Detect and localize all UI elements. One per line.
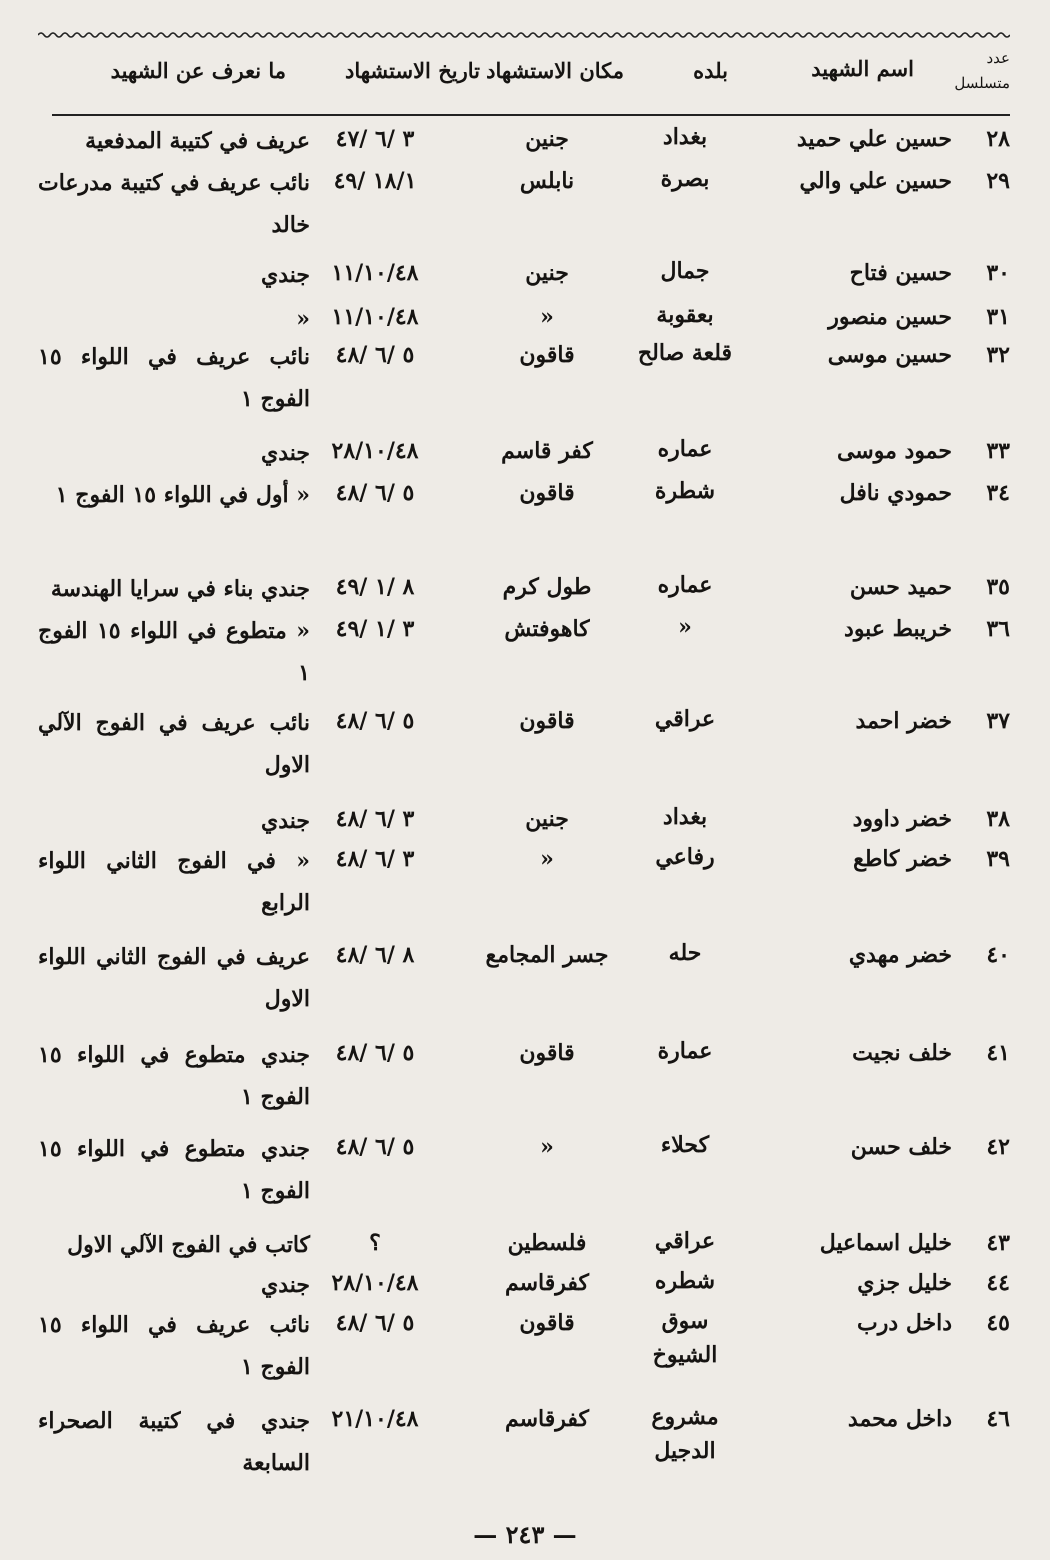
martyrdom-date: ٨ /٦ /٤٨ [335, 942, 415, 968]
martyr-notes: جندي [260, 440, 310, 466]
row-number: ٣٩ [986, 846, 1010, 872]
martyr-name: حميد حسن [849, 574, 952, 600]
hometown: عماره [657, 572, 713, 598]
header-name: اسم الشهيد [811, 56, 914, 81]
row-number: ٤٥ [986, 1310, 1010, 1336]
row-number: ٤٢ [986, 1134, 1010, 1160]
martyr-name: حسين منصور [828, 304, 952, 330]
header-place: مكان الاستشهاد [486, 58, 624, 83]
martyrdom-place: جنين [525, 260, 569, 286]
header-serial [954, 50, 1010, 92]
martyr-name: حسين علي حميد [796, 126, 952, 152]
hometown: عماره [657, 436, 713, 462]
martyrdom-date: ٥ /٦ /٤٨ [335, 1310, 415, 1336]
row-number: ٣٦ [986, 616, 1010, 642]
martyrdom-place: « [540, 1134, 554, 1160]
martyrdom-place: فلسطين [507, 1230, 587, 1256]
martyrdom-place: قاقون [519, 708, 575, 734]
hometown: عراقي [654, 1228, 716, 1254]
hometown: جمال [660, 258, 710, 284]
martyr-notes: جندي [260, 1272, 310, 1298]
martyrdom-place: كفرقاسم [504, 1270, 590, 1296]
martyr-notes: جندي متطوع في اللواء ١٥ الفوج ١ [38, 1042, 310, 1110]
martyr-notes: جندي [260, 262, 310, 288]
martyrdom-date: ٣ /٦ /٤٧ [335, 126, 415, 152]
martyrdom-place: قاقون [519, 342, 575, 368]
header-date: تاريخ الاستشهاد [344, 58, 480, 83]
martyr-notes: جندي [260, 808, 310, 834]
martyrdom-place: قاقون [519, 1040, 575, 1066]
row-number: ٣٤ [986, 480, 1010, 506]
header-serial-line1: عدد [986, 49, 1010, 67]
martyr-name: حسين موسى [827, 342, 952, 368]
martyrdom-date: ٥ /٦ /٤٨ [335, 1040, 415, 1066]
row-number: ٢٩ [986, 168, 1010, 194]
hometown: « [678, 614, 692, 640]
martyrdom-place: كفرقاسم [504, 1406, 590, 1432]
martyrdom-place: كاهوفتش [504, 616, 590, 642]
martyr-name: خريبط عبود [844, 616, 952, 642]
hometown: شطره [654, 1268, 716, 1294]
martyrdom-date: ٥ /٦ /٤٨ [335, 480, 415, 506]
martyrdom-date: ٢٨/١٠/٤٨ [331, 1270, 419, 1296]
martyr-name: حمود موسى [836, 438, 952, 464]
martyr-notes: « متطوع في اللواء ١٥ الفوج ١ [38, 618, 310, 686]
hometown: عراقي [654, 706, 716, 732]
row-number: ٣٥ [986, 574, 1010, 600]
hometown: سوق الشيوخ [652, 1308, 718, 1368]
martyr-name: خليل جزي [857, 1270, 952, 1296]
row-number: ٣٢ [986, 342, 1010, 368]
martyr-name: حمودي نافل [839, 480, 952, 506]
martyrdom-date: ١٨/١ /٤٩ [333, 168, 417, 194]
martyrdom-place: « [540, 304, 554, 330]
martyrdom-date: ٢١/١٠/٤٨ [331, 1406, 419, 1432]
martyrdom-place: نابلس [519, 168, 575, 194]
hometown: بعقوبة [656, 302, 714, 328]
martyrdom-date: ٥ /٦ /٤٨ [335, 1134, 415, 1160]
row-number: ٤٤ [986, 1270, 1010, 1296]
hometown: حله [668, 940, 702, 966]
martyrdom-place: كفر قاسم [501, 438, 593, 464]
hometown: بغداد [662, 124, 708, 150]
hometown: قلعة صالح [637, 340, 733, 366]
martyr-notes: نائب عريف في اللواء ١٥ الفوج ١ [38, 1312, 310, 1380]
hometown: رفاعي [655, 844, 715, 870]
martyr-name: خضر احمد [855, 708, 952, 734]
martyr-notes: جندي متطوع في اللواء ١٥ الفوج ١ [38, 1136, 310, 1204]
martyrdom-date: ٣ /١ /٤٩ [335, 616, 415, 642]
martyr-name: خلف نجيت [852, 1040, 952, 1066]
martyrdom-date: ١١/١٠/٤٨ [331, 304, 419, 330]
wavy-top-rule [38, 30, 1010, 40]
hometown: بصرة [660, 166, 710, 192]
martyrdom-date: ؟ [369, 1230, 381, 1256]
martyrdom-place: طول كرم [502, 574, 592, 600]
martyr-notes: نائب عريف في الفوج الآلي الاول [38, 710, 310, 778]
hometown: كحلاء [660, 1132, 710, 1158]
martyr-notes: « [296, 306, 310, 332]
martyrdom-place: جنين [525, 806, 569, 832]
hometown: شطرة [654, 478, 716, 504]
header-rule [52, 114, 1010, 116]
martyrdom-place: جسر المجامع [485, 942, 609, 968]
row-number: ٤٦ [986, 1406, 1010, 1432]
martyr-name: داخل درب [857, 1310, 952, 1336]
martyr-name: خليل اسماعيل [819, 1230, 952, 1256]
martyrdom-place: « [540, 846, 554, 872]
martyr-notes: نائب عريف في كتيبة مدرعات خالد [38, 170, 310, 238]
row-number: ٣٨ [986, 806, 1010, 832]
header-serial-line2: متسلسل [954, 74, 1010, 92]
martyrdom-date: ٥ /٦ /٤٨ [335, 342, 415, 368]
martyrdom-place: جنين [525, 126, 569, 152]
hometown: بغداد [662, 804, 708, 830]
table-header [38, 46, 1010, 110]
martyr-name: خضر كاطع [853, 846, 952, 872]
row-number: ٣٣ [986, 438, 1010, 464]
martyr-notes: جندي بناء في سرايا الهندسة [50, 576, 310, 602]
martyr-notes: جندي في كتيبة الصحراء السابعة [38, 1408, 310, 1476]
martyr-notes: كاتب في الفوج الآلي الاول [67, 1232, 310, 1258]
martyr-notes: عريف في كتيبة المدفعية [85, 128, 310, 154]
martyrdom-date: ١١/١٠/٤٨ [331, 260, 419, 286]
row-number: ٤٣ [986, 1230, 1010, 1256]
row-number: ٤١ [986, 1040, 1010, 1066]
martyr-notes: « أول في اللواء ١٥ الفوج ١ [55, 482, 310, 508]
row-number: ٣٠ [986, 260, 1010, 286]
martyr-notes: عريف في الفوج الثاني اللواء الاول [38, 944, 310, 1012]
row-number: ٤٠ [986, 942, 1010, 968]
martyr-name: خلف حسن [850, 1134, 952, 1160]
row-number: ٣١ [986, 304, 1010, 330]
header-hometown: بلده [693, 58, 728, 83]
row-number: ٣٧ [986, 708, 1010, 734]
martyr-name: داخل محمد [847, 1406, 952, 1432]
martyr-name: حسين علي والي [799, 168, 952, 194]
martyrdom-date: ٨ /١ /٤٩ [335, 574, 415, 600]
martyr-notes: « في الفوج الثاني اللواء الرابع [38, 848, 310, 916]
martyrdom-date: ٢٨/١٠/٤٨ [331, 438, 419, 464]
martyr-name: حسين فتاح [849, 260, 952, 286]
header-notes: ما نعرف عن الشهيد [110, 58, 286, 83]
martyr-name: خضر مهدي [848, 942, 952, 968]
hometown: عمارة [657, 1038, 713, 1064]
page-number: — ٢٤٣ — [473, 1520, 577, 1549]
martyrdom-date: ٥ /٦ /٤٨ [335, 708, 415, 734]
martyrdom-date: ٣ /٦ /٤٨ [335, 806, 415, 832]
hometown: مشروع الدجيل [651, 1404, 719, 1464]
martyrdom-place: قاقون [519, 480, 575, 506]
row-number: ٢٨ [986, 126, 1010, 152]
martyr-notes: نائب عريف في اللواء ١٥ الفوج ١ [38, 344, 310, 412]
martyrdom-date: ٣ /٦ /٤٨ [335, 846, 415, 872]
martyr-name: خضر داوود [852, 806, 952, 832]
martyrdom-place: قاقون [519, 1310, 575, 1336]
